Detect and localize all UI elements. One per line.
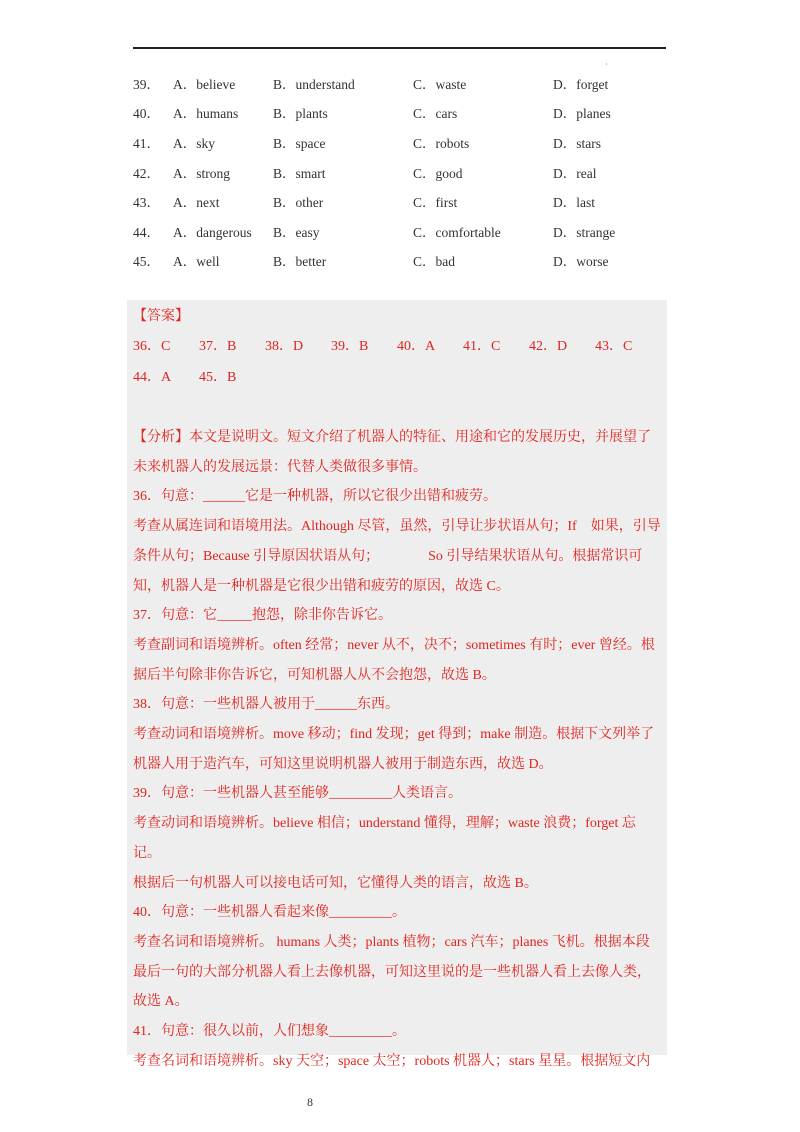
header-dot: · (605, 60, 608, 69)
analysis-line: 40．句意：一些机器人看起来像_________。 (133, 905, 406, 921)
option-b: B．better (273, 254, 327, 270)
option-a: A．strong (173, 165, 230, 181)
option-a: A．well (173, 254, 220, 270)
option-a: A．sky (173, 135, 216, 151)
question-number: 44． (133, 224, 160, 240)
analysis-line: 【分析】本文是说明文。短文介绍了机器人的特征、用途和它的发展历史，并展望了 (133, 430, 651, 445)
question-number: 39． (133, 76, 160, 92)
option-c: C．good (413, 165, 463, 181)
option-row (133, 157, 673, 187)
question-number: 43． (133, 195, 160, 211)
analysis-line: 考查副词和语境辨析。often 经常；never 从不，决不；sometimes 有时；ever 曾经。根 (133, 637, 655, 653)
option-d: D．real (553, 165, 597, 181)
option-row (133, 68, 673, 98)
option-b: B．plants (273, 106, 328, 122)
analysis-line: 37．句意：它_____抱怨，除非你告诉它。 (133, 608, 392, 624)
analysis-line: 考查动词和语境辨析。believe 相信；understand 懂得，理解；waste 浪费；forget 忘记。 (133, 816, 636, 861)
option-c: C．robots (413, 135, 470, 151)
option-d: D．last (553, 195, 595, 211)
option-b: B．smart (273, 165, 326, 181)
answer-item: 38．D (265, 339, 304, 354)
option-d: D．forget (553, 76, 609, 92)
analysis-line: 38．句意：一些机器人被用于______东西。 (133, 697, 399, 713)
analysis-line: 36．句意：______它是一种机器，所以它很少出错和疲劳。 (133, 489, 497, 505)
option-row (133, 127, 673, 157)
header-rule (133, 47, 666, 49)
analysis-line: 考查名词和语境辨析。sky 天空；space 太空；robots 机器人；stars 星星。根据短文内 (133, 1053, 651, 1069)
page-number: 8 (307, 1095, 313, 1109)
answer-heading: 【答案】 (133, 309, 189, 324)
option-row (133, 246, 673, 276)
question-number: 40． (133, 106, 160, 122)
analysis-line: 据后半句除非你告诉它，可知机器人从不会抱怨，故选 B。 (133, 667, 496, 683)
option-a: A．humans (173, 106, 239, 122)
question-number: 42． (133, 165, 160, 181)
analysis-line: 41．句意：很久以前，人们想象_________。 (133, 1024, 406, 1040)
option-c: C．waste (413, 76, 467, 92)
option-row (133, 186, 673, 216)
answer-item: 41．C (463, 339, 501, 354)
option-c: C．cars (413, 106, 458, 122)
analysis-line: 机器人用于造汽车，可知这里说明机器人被用于制造东西，故选 D。 (133, 756, 553, 772)
analysis-line: 39．句意：一些机器人甚至能够_________人类语言。 (133, 786, 462, 802)
option-c: C．comfortable (413, 224, 501, 240)
answer-item: 45．B (199, 370, 237, 385)
analysis-line: 条件从句；Because 引导原因状语从句； So 引导结果状语从句。根据常识可 (133, 548, 643, 564)
analysis-line: 考查动词和语境辨析。move 移动；find 发现；get 得到；make 制造。根据下文列举了 (133, 727, 655, 743)
analysis-line: 考查名词和语境辨析。 humans 人类；plants 植物；cars 汽车；planes 飞机。根据本段 (133, 934, 650, 950)
option-b: B．space (273, 135, 326, 151)
option-b: B．other (273, 195, 324, 211)
answer-item: 43．C (595, 339, 633, 354)
option-a: A．believe (173, 76, 236, 92)
answer-item: 42．D (529, 339, 568, 354)
option-b: B．understand (273, 76, 355, 92)
analysis-line: 最后一句的大部分机器人看上去像机器，可知这里说的是一些机器人看上去像人类， (133, 964, 651, 980)
options-list (133, 68, 673, 275)
analysis-line: 根据后一句机器人可以接电话可知，它懂得人类的语言，故选 B。 (133, 875, 538, 891)
answer-item: 39．B (331, 339, 369, 354)
analysis-line: 知，机器人是一种机器是它很少出错和疲劳的原因，故选 C。 (133, 578, 510, 594)
answer-item: 40．A (397, 339, 436, 354)
option-b: B．easy (273, 224, 320, 240)
option-d: D．worse (553, 254, 609, 270)
answer-item: 44．A (133, 370, 172, 385)
option-c: C．bad (413, 254, 455, 270)
answers-row-1 (133, 335, 661, 355)
analysis-line: 考查从属连词和语境用法。Although 尽管，虽然，引导让步状语从句；If 如果，引导 (133, 519, 661, 535)
answer-item: 37．B (199, 339, 237, 354)
question-number: 41． (133, 135, 160, 151)
option-row (133, 216, 673, 246)
option-d: D．stars (553, 135, 601, 151)
analysis-line: 故选 A。 (133, 994, 189, 1010)
analysis-text (133, 423, 663, 1076)
option-d: D．strange (553, 224, 616, 240)
analysis-line: 未来机器人的发展远景：代替人类做很多事情。 (133, 459, 427, 475)
answers-row-2 (133, 366, 265, 386)
option-c: C．first (413, 195, 458, 211)
option-d: D．planes (553, 106, 611, 122)
option-row (133, 98, 673, 128)
question-number: 45． (133, 254, 160, 270)
option-a: A．dangerous (173, 224, 252, 240)
option-a: A．next (173, 195, 220, 211)
answer-item: 36．C (133, 339, 171, 354)
